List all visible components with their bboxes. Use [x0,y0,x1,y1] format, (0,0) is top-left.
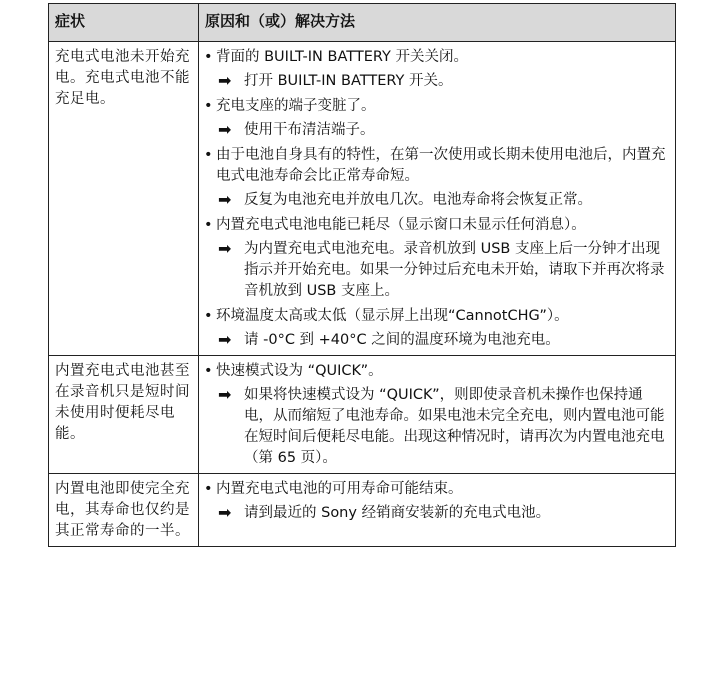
arrow-right-icon: ➡ [218,120,232,139]
table-row [49,42,676,356]
cause-item [202,145,669,211]
cause-item [202,479,669,524]
cause-item [202,47,669,92]
solution-item [216,503,669,524]
solution-item [216,385,669,469]
bullet-icon: • [204,147,213,163]
bullet-icon: • [204,217,213,233]
solution-text: 如果将快速模式设为 “QUICK”，则即使录音机未操作也保持通电，从而缩短了电池寿命。如果电池未完全充电，则内置电池可能在短时间后便耗尽电能。出现这种情况时，请再次为内置电池充电（第 65 页）。 [244,387,665,466]
cause-text: 内置充电式电池电能已耗尽（显示窗口未显示任何消息）。 [216,217,586,233]
cause-item [202,96,669,141]
header-cause: 原因和（或）解决方法 [199,4,676,42]
symptom-cell: 充电式电池未开始充电。充电式电池不能充足电。 [49,42,199,356]
bullet-icon: • [204,363,213,379]
arrow-right-icon: ➡ [218,71,232,90]
bullet-icon: • [204,98,213,114]
table-header-row [49,4,676,42]
solution-item [216,120,669,141]
solution-item [216,330,669,351]
solution-text: 为内置充电式电池充电。录音机放到 USB 支座上后一分钟才出现指示并开始充电。如果一分钟过后充电未开始，请取下并再次将录音机放到 USB 支座上。 [244,241,665,299]
cause-text: 充电支座的端子变脏了。 [216,98,376,114]
table-row [49,356,676,474]
arrow-right-icon: ➡ [218,330,232,349]
bullet-icon: • [204,481,213,497]
cause-item [202,306,669,351]
solution-item [216,239,669,302]
arrow-right-icon: ➡ [218,385,232,404]
cause-item [202,361,669,469]
solution-text: 使用干布清洁端子。 [244,122,375,138]
symptom-cell: 内置充电式电池甚至在录音机只是短时间未使用时便耗尽电能。 [49,356,199,474]
header-symptom: 症状 [49,4,199,42]
troubleshooting-table [48,3,676,547]
cause-text: 环境温度太高或太低（显示屏上出现“CannotCHG”）。 [216,308,569,324]
bullet-icon: • [204,308,213,324]
solution-text: 请 -0°C 到 +40°C 之间的温度环境为电池充电。 [244,332,560,348]
table-body [49,42,676,547]
cause-solution-cell [199,42,676,356]
cause-text: 快速模式设为 “QUICK”。 [216,363,383,379]
cause-text: 背面的 BUILT-IN BATTERY 开关关闭。 [216,49,468,65]
symptom-cell: 内置电池即使完全充电，其寿命也仅约是其正常寿命的一半。 [49,474,199,547]
cause-text: 内置充电式电池的可用寿命可能结束。 [216,481,463,497]
solution-text: 反复为电池充电并放电几次。电池寿命将会恢复正常。 [244,192,592,208]
cause-solution-cell [199,356,676,474]
solution-item [216,71,669,92]
cause-solution-cell [199,474,676,547]
cause-item [202,215,669,302]
arrow-right-icon: ➡ [218,190,232,209]
bullet-icon: • [204,49,213,65]
cause-text: 由于电池自身具有的特性，在第一次使用或长期未使用电池后，内置充电式电池寿命会比正常寿命短。 [216,147,666,184]
table-row [49,474,676,547]
solution-item [216,190,669,211]
arrow-right-icon: ➡ [218,503,232,522]
solution-text: 打开 BUILT-IN BATTERY 开关。 [244,73,453,89]
solution-text: 请到最近的 Sony 经销商安装新的充电式电池。 [244,505,551,521]
arrow-right-icon: ➡ [218,239,232,258]
